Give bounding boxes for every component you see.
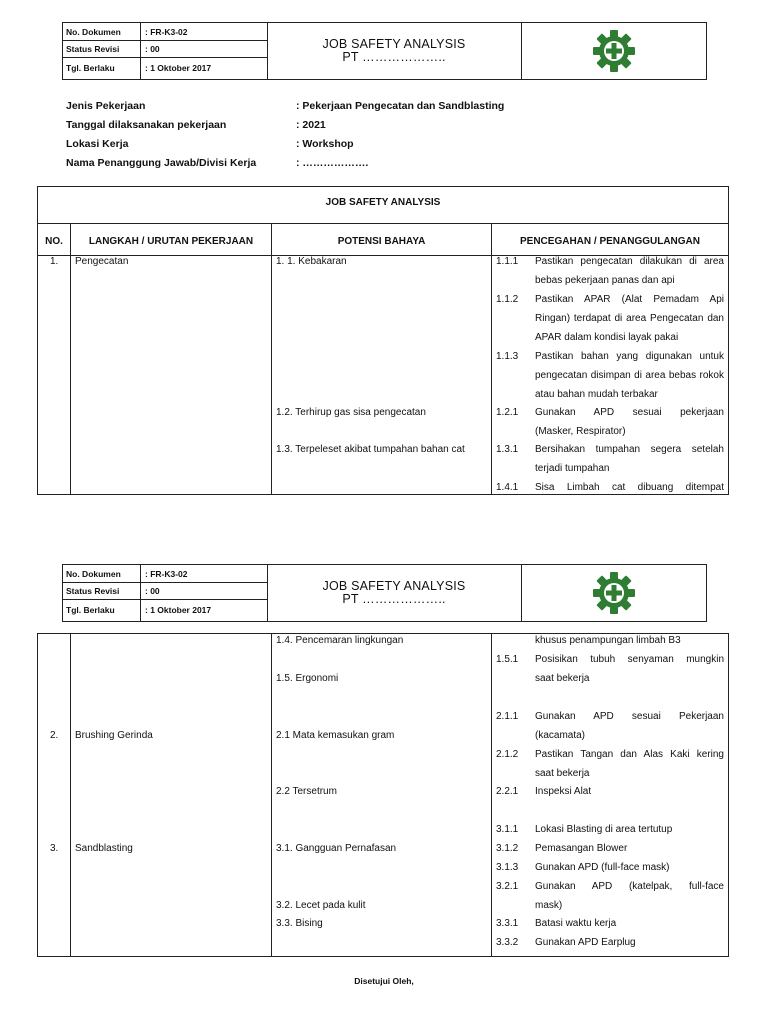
hazard-item: 3.3. Bising <box>276 918 323 929</box>
header-subtitle: PT ……………….. <box>342 592 446 606</box>
prevention-text: Batasi waktu kerja <box>535 918 617 929</box>
jsa-table-page-2 <box>37 633 729 957</box>
meta-value: : FR-K3-02 <box>145 568 188 579</box>
info-value: : Workshop <box>296 138 354 150</box>
meta-row-revision <box>63 582 267 600</box>
column-header-steps: LANGKAH / URUTAN PEKERJAAN <box>88 236 254 247</box>
hazard-item: 1. 1. Kebakaran <box>276 256 347 267</box>
hazard-item: 3.1. Gangguan Pernafasan <box>276 843 397 854</box>
prevention-text: bebas pekerjaan panas dan api <box>535 275 675 286</box>
prevention-number: 3.2.1 <box>496 881 519 892</box>
prevention-text: Lokasi Blasting di area tertutup <box>535 824 673 835</box>
column-header-hazards: POTENSI BAHAYA <box>337 236 426 247</box>
prevention-text: mask) <box>535 900 563 911</box>
prevention-text: Posisikan tubuh senyaman mungkin <box>535 654 724 665</box>
row-number: 2. <box>50 730 59 741</box>
meta-label: Status Revisi <box>63 582 141 599</box>
k3-safety-gear-icon <box>592 29 636 73</box>
meta-label: Status Revisi <box>63 40 141 57</box>
document-header-2 <box>62 564 707 622</box>
meta-label: Tgl. Berlaku <box>63 599 141 621</box>
meta-value: : FR-K3-02 <box>145 26 188 37</box>
prevention-text: Gunakan APD (katelpak, full-face <box>535 881 724 892</box>
prevention-text: (Masker, Respirator) <box>535 426 626 437</box>
hazard-item: 1.3. Terpeleset akibat tumpahan bahan cat <box>276 444 465 455</box>
prevention-number: 1.1.3 <box>496 351 519 362</box>
prevention-text: Sisa Limbah cat dibuang ditempat <box>535 482 724 493</box>
prevention-number: 3.1.3 <box>496 862 519 873</box>
info-value: : ………………. <box>296 157 369 169</box>
meta-value: : 00 <box>145 43 160 54</box>
prevention-number: 2.1.1 <box>496 711 519 722</box>
prevention-number: 1.1.1 <box>496 256 519 267</box>
document-meta <box>63 23 268 79</box>
prevention-text: Gunakan APD sesuai pekerjaan <box>535 407 724 418</box>
prevention-number: 3.3.1 <box>496 918 519 929</box>
prevention-text: Ringan) terdapat di area Pengecatan dan <box>535 313 724 324</box>
prevention-number: 3.1.1 <box>496 824 519 835</box>
meta-value: : 1 Oktober 2017 <box>145 605 212 615</box>
prevention-text: pengecatan disimpan di area bebas rokok <box>535 370 724 381</box>
prevention-text: Pastikan Tangan dan Alas Kaki kering <box>535 749 724 760</box>
logo-cell <box>521 23 706 79</box>
header-subtitle: PT ……………….. <box>342 50 446 64</box>
meta-label: No. Dokumen <box>63 23 141 40</box>
meta-value: : 1 Oktober 2017 <box>145 63 212 73</box>
info-label: Nama Penanggung Jawab/Divisi Kerja <box>66 157 257 169</box>
step-name: Pengecatan <box>75 256 129 267</box>
hazard-item: 1.2. Terhirup gas sisa pengecatan <box>276 407 426 418</box>
hazard-item: 1.5. Ergonomi <box>276 673 339 684</box>
info-label: Jenis Pekerjaan <box>66 100 146 112</box>
prevention-number: 1.3.1 <box>496 444 519 455</box>
prevention-number: 1.4.1 <box>496 482 519 493</box>
step-name: Brushing Gerinda <box>75 730 153 741</box>
info-label: Tanggal dilaksanakan pekerjaan <box>66 119 227 131</box>
meta-row-doc-no <box>63 23 267 41</box>
prevention-number: 1.1.2 <box>496 294 519 305</box>
logo-cell <box>521 565 706 621</box>
prevention-text: terjadi tumpahan <box>535 463 610 474</box>
prevention-number: 1.5.1 <box>496 654 519 665</box>
hazard-item: 2.1 Mata kemasukan gram <box>276 730 395 741</box>
jsa-table-page-1 <box>37 186 729 495</box>
prevention-text: Gunakan APD sesuai Pekerjaan <box>535 711 724 722</box>
hazard-item: 2.2 Tersetrum <box>276 786 337 797</box>
header-title-block <box>267 565 522 621</box>
info-value: : Pekerjaan Pengecatan dan Sandblasting <box>296 100 505 112</box>
meta-row-doc-no <box>63 565 267 583</box>
prevention-text: atau bahan mudah terbakar <box>535 389 658 400</box>
prevention-text: Inspeksi Alat <box>535 786 592 797</box>
step-name: Sandblasting <box>75 843 133 854</box>
prevention-text: Pemasangan Blower <box>535 843 628 854</box>
header-title-block <box>267 23 522 79</box>
prevention-number: 2.2.1 <box>496 786 519 797</box>
prevention-text: APAR dalam kondisi layak pakai <box>535 332 679 343</box>
meta-row-date <box>63 599 267 621</box>
meta-value: : 00 <box>145 585 160 596</box>
row-number: 3. <box>50 843 59 854</box>
info-value: : 2021 <box>296 119 326 131</box>
prevention-text: saat bekerja <box>535 768 590 779</box>
meta-row-revision <box>63 40 267 58</box>
column-header-prevention: PENCEGAHAN / PENANGGULANGAN <box>519 236 700 247</box>
meta-label: No. Dokumen <box>63 565 141 582</box>
info-label: Lokasi Kerja <box>66 138 129 150</box>
prevention-text: Pastikan bahan yang digunakan untuk <box>535 351 724 362</box>
meta-row-date <box>63 57 267 79</box>
meta-label: Tgl. Berlaku <box>63 57 141 79</box>
prevention-text: Bersihakan tumpahan segera setelah <box>535 444 724 455</box>
prevention-number: 2.1.2 <box>496 749 519 760</box>
prevention-number: 1.2.1 <box>496 407 519 418</box>
row-number: 1. <box>50 256 59 267</box>
column-header-no: NO. <box>45 236 63 247</box>
prevention-text: Gunakan APD (full-face mask) <box>535 862 670 873</box>
prevention-text: khusus penampungan limbah B3 <box>535 635 681 646</box>
document-header-1 <box>62 22 707 80</box>
prevention-number: 3.1.2 <box>496 843 519 854</box>
k3-safety-gear-icon <box>592 571 636 615</box>
header-title: JOB SAFETY ANALYSIS <box>322 37 466 51</box>
prevention-text: Pastikan APAR (Alat Pemadam Api <box>535 294 724 305</box>
approval-label: Disetujui Oleh, <box>354 976 414 986</box>
prevention-number: 3.3.2 <box>496 937 519 948</box>
prevention-text: saat bekerja <box>535 673 590 684</box>
hazard-item: 1.4. Pencemaran lingkungan <box>276 635 404 646</box>
table-caption: JOB SAFETY ANALYSIS <box>325 197 441 208</box>
hazard-item: 3.2. Lecet pada kulit <box>276 900 366 911</box>
prevention-text: (kacamata) <box>535 730 586 741</box>
prevention-text: Pastikan pengecatan dilakukan di area <box>535 256 724 267</box>
prevention-text: Gunakan APD Earplug <box>535 937 636 948</box>
document-meta <box>63 565 268 621</box>
header-title: JOB SAFETY ANALYSIS <box>322 579 466 593</box>
